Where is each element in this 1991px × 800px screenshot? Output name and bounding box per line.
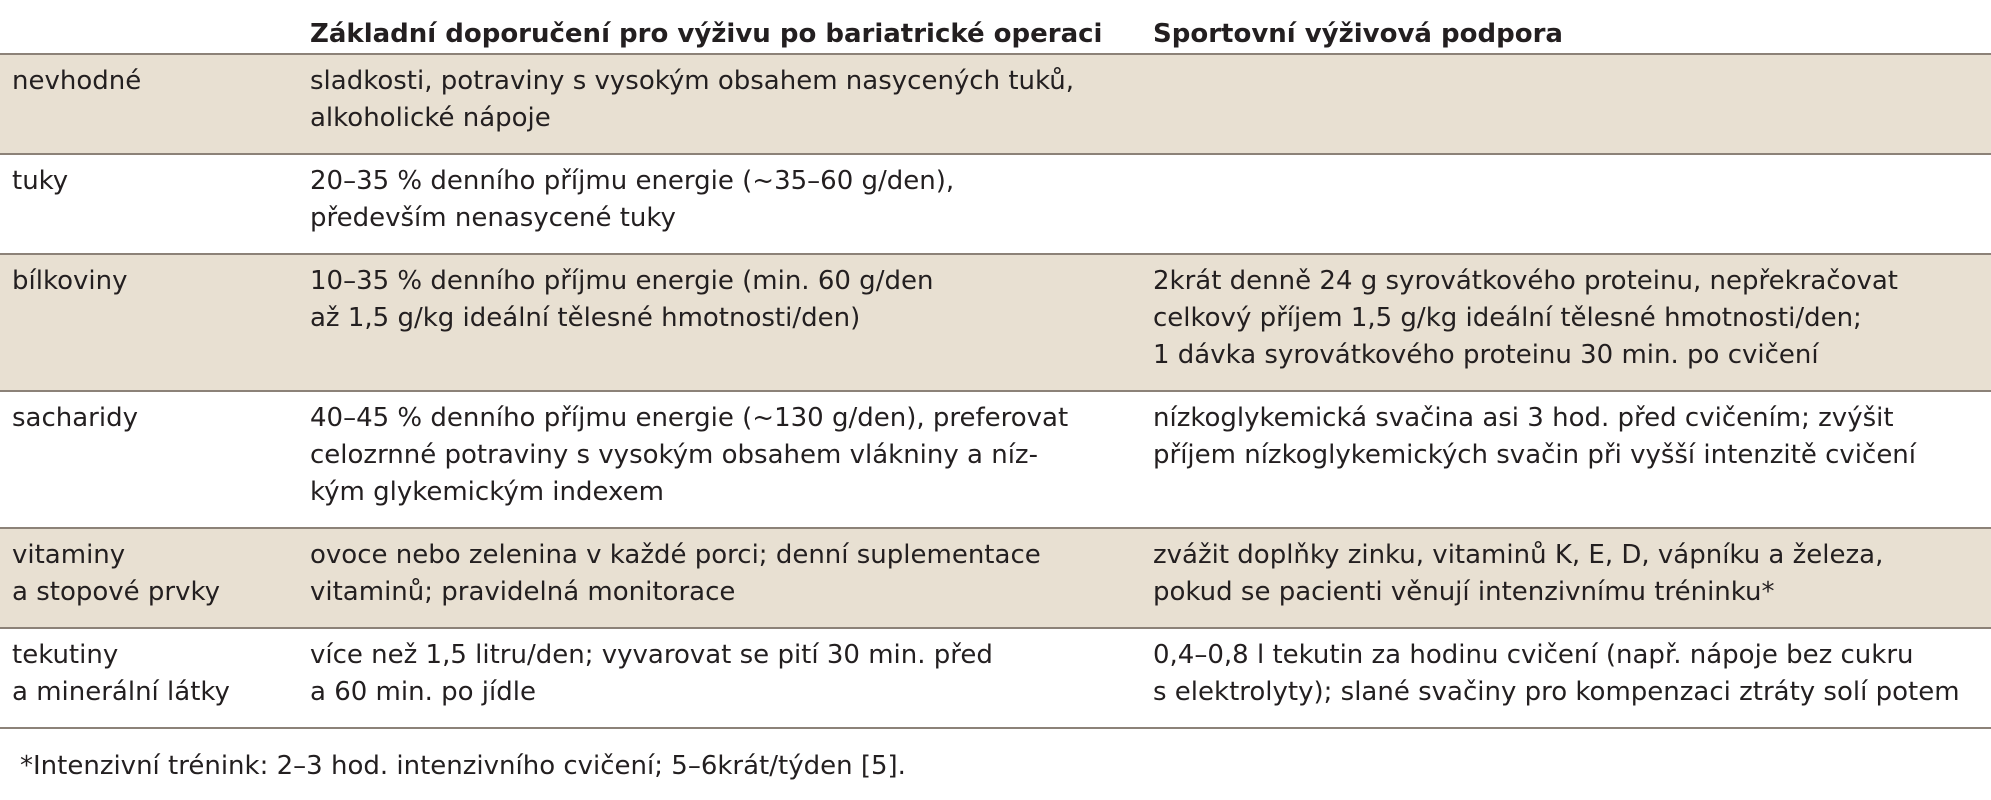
row-sport: 2krát denně 24 g syrovátkového proteinu, nepřekračovat celkový příjem 1,5 g/kg ideální tělesné hmotnosti/den; 1 dávka syrovátkového proteinu 30 min. po cvičení	[1153, 254, 1991, 391]
row-basic: 20–35 % denního příjmu energie (~35–60 g/den), především nenasycené tuky	[310, 154, 1153, 254]
row-sport	[1153, 154, 1991, 254]
row-sport	[1153, 54, 1991, 154]
table-row	[0, 391, 1991, 528]
row-basic: více než 1,5 litru/den; vyvarovat se pití 30 min. před a 60 min. po jídle	[310, 628, 1153, 728]
row-basic: sladkosti, potraviny s vysokým obsahem nasycených tuků, alkoholické nápoje	[310, 54, 1153, 154]
row-basic: 40–45 % denního příjmu energie (~130 g/den), preferovat celozrnné potraviny s vysokým obsahem vlákniny a níz- kým glykemickým indexem	[310, 391, 1153, 528]
table-header-row	[0, 0, 1991, 54]
row-category: tekutiny a minerální látky	[0, 628, 310, 728]
row-category: nevhodné	[0, 54, 310, 154]
table-row	[0, 154, 1991, 254]
row-sport: zvážit doplňky zinku, vitaminů K, E, D, vápníku a železa, pokud se pacienti věnují intenzivnímu tréninku*	[1153, 528, 1991, 628]
table-row	[0, 254, 1991, 391]
row-sport: nízkoglykemická svačina asi 3 hod. před cvičením; zvýšit příjem nízkoglykemických svačin při vyšší intenzitě cvičení	[1153, 391, 1991, 528]
table-row	[0, 628, 1991, 728]
header-category	[0, 0, 310, 54]
table-row	[0, 54, 1991, 154]
row-basic: 10–35 % denního příjmu energie (min. 60 g/den až 1,5 g/kg ideální tělesné hmotnosti/den)	[310, 254, 1153, 391]
header-basic-recommendations: Základní doporučení pro výživu po bariatrické operaci	[310, 0, 1153, 54]
row-basic: ovoce nebo zelenina v každé porci; denní suplementace vitaminů; pravidelná monitorace	[310, 528, 1153, 628]
row-category: bílkoviny	[0, 254, 310, 391]
header-sport-support: Sportovní výživová podpora	[1153, 0, 1991, 54]
table-row	[0, 528, 1991, 628]
row-category: tuky	[0, 154, 310, 254]
row-category: sacharidy	[0, 391, 310, 528]
table-footnote: *Intenzivní trénink: 2–3 hod. intenzivního cvičení; 5–6krát/týden [5].	[20, 751, 906, 781]
row-sport: 0,4–0,8 l tekutin za hodinu cvičení (např. nápoje bez cukru s elektrolyty); slané svačiny pro kompenzaci ztráty solí potem	[1153, 628, 1991, 728]
row-category: vitaminy a stopové prvky	[0, 528, 310, 628]
